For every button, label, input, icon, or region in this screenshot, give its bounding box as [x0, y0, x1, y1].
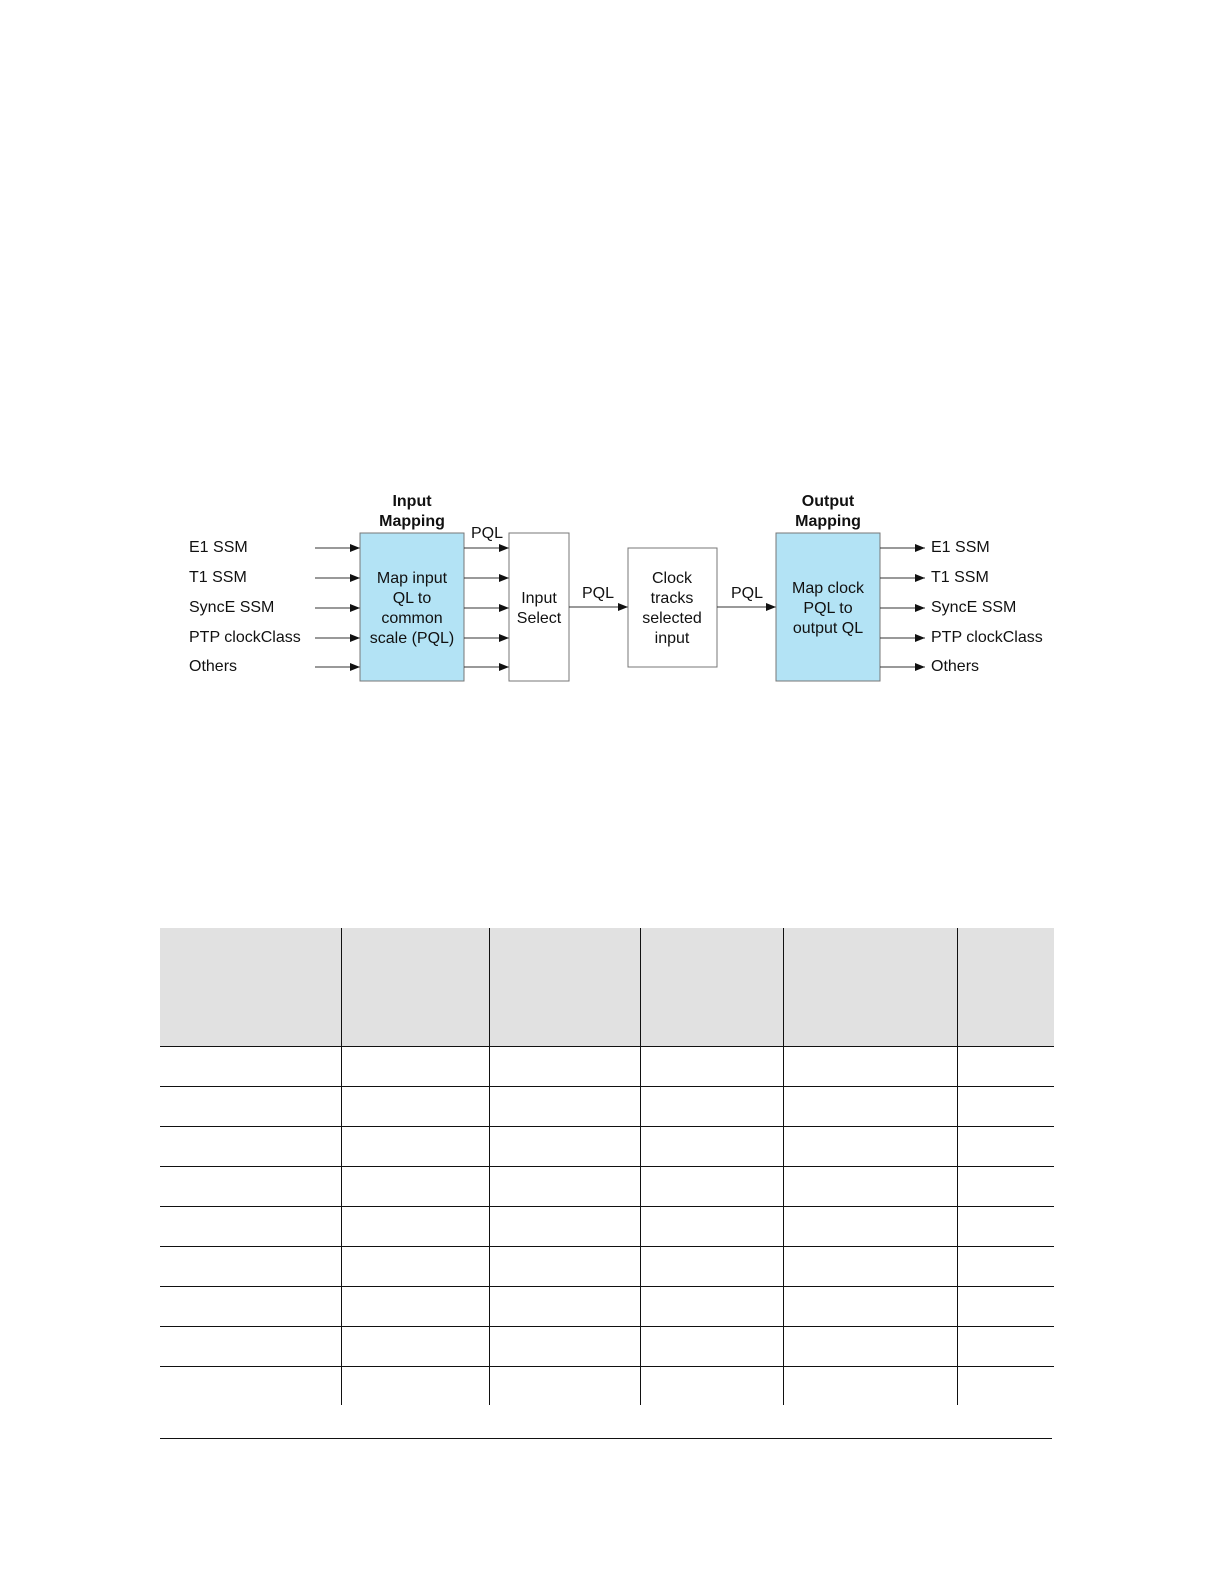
- table-cell: [160, 1047, 341, 1087]
- table-row: [160, 1087, 1054, 1127]
- table-cell: [957, 1167, 1054, 1207]
- table-cell: [341, 1087, 489, 1127]
- table-cell: [160, 1367, 341, 1406]
- table-cell: [640, 1087, 783, 1127]
- input-mapping-title: Mapping: [379, 513, 445, 530]
- data-table: [160, 928, 1054, 1405]
- output-mapping-text: Map clock: [791, 580, 865, 597]
- table-header-cell: [957, 928, 1054, 1047]
- table-cell: [489, 1047, 640, 1087]
- table-cell: [640, 1327, 783, 1367]
- clock-block: [628, 548, 717, 667]
- input-label-synce-ssm: SyncE SSM: [189, 599, 275, 616]
- table-header-cell: [640, 928, 783, 1047]
- table-cell: [640, 1047, 783, 1087]
- table-cell: [783, 1167, 957, 1207]
- table-cell: [341, 1167, 489, 1207]
- pql-label: PQL: [581, 585, 615, 602]
- output-label-others: Others: [931, 658, 980, 675]
- output-mapping-title: Output: [801, 493, 855, 510]
- table-cell: [783, 1207, 957, 1247]
- table-cell: [957, 1127, 1054, 1167]
- input-mapping-title: Input: [392, 493, 432, 510]
- table-cell: [640, 1207, 783, 1247]
- table-cell: [489, 1367, 640, 1406]
- input-label-t1-ssm: T1 SSM: [189, 569, 247, 586]
- table-header-cell: [489, 928, 640, 1047]
- table-cell: [160, 1247, 341, 1287]
- table-header-cell: [783, 928, 957, 1047]
- table-row: [160, 1247, 1054, 1287]
- input-mapping-block: [360, 533, 464, 681]
- table-header-row: [160, 928, 1054, 1047]
- table-cell: [640, 1287, 783, 1327]
- table-cell: [160, 1327, 341, 1367]
- clock-text: input: [654, 630, 690, 647]
- table-cell: [489, 1087, 640, 1127]
- table-cell: [489, 1327, 640, 1367]
- table-cell: [957, 1287, 1054, 1327]
- output-label-t1-ssm: T1 SSM: [931, 569, 989, 586]
- clock-text: Clock: [651, 570, 693, 587]
- table-row: [160, 1327, 1054, 1367]
- table-row: [160, 1287, 1054, 1327]
- table-cell: [783, 1047, 957, 1087]
- input-select-text: Input: [521, 590, 557, 607]
- table-cell: [489, 1247, 640, 1287]
- table-cell: [160, 1287, 341, 1327]
- input-mapping-text: common: [381, 610, 443, 627]
- input-select-text: Select: [516, 610, 562, 627]
- output-mapping-title: Mapping: [795, 513, 861, 530]
- table-cell: [160, 1167, 341, 1207]
- table-cell: [341, 1127, 489, 1167]
- input-mapping-text: QL to: [392, 590, 432, 607]
- pql-label: PQL: [470, 525, 504, 542]
- table-cell: [341, 1287, 489, 1327]
- table-row: [160, 1367, 1054, 1406]
- table-cell: [640, 1127, 783, 1167]
- pql-label: PQL: [730, 585, 764, 602]
- table-row: [160, 1207, 1054, 1247]
- output-mapping-text: output QL: [792, 620, 864, 637]
- table-row: [160, 1047, 1054, 1087]
- input-select-block: [509, 533, 569, 681]
- table-cell: [783, 1247, 957, 1287]
- table-cell: [783, 1287, 957, 1327]
- table-cell: [957, 1087, 1054, 1127]
- clock-text: selected: [642, 610, 702, 627]
- ql-mapping-diagram: [0, 0, 1224, 720]
- table-cell: [341, 1247, 489, 1287]
- table-header-cell: [341, 928, 489, 1047]
- table-cell: [341, 1047, 489, 1087]
- table-cell: [783, 1127, 957, 1167]
- table-cell: [640, 1167, 783, 1207]
- input-label-ptp-clockclass: PTP clockClass: [189, 629, 301, 646]
- table-cell: [341, 1207, 489, 1247]
- table-row: [160, 1167, 1054, 1207]
- table-cell: [783, 1327, 957, 1367]
- table-cell: [957, 1047, 1054, 1087]
- table-cell: [957, 1367, 1054, 1406]
- table-cell: [957, 1207, 1054, 1247]
- table-row: [160, 1127, 1054, 1167]
- table-cell: [640, 1367, 783, 1406]
- output-label-ptp-clockclass: PTP clockClass: [931, 629, 1043, 646]
- output-mapping-text: PQL to: [803, 600, 853, 617]
- table-cell: [489, 1287, 640, 1327]
- input-label-others: Others: [189, 658, 238, 675]
- table-header-cell: [160, 928, 341, 1047]
- table-cell: [489, 1127, 640, 1167]
- bottom-rule: [160, 1438, 1052, 1439]
- table-cell: [640, 1247, 783, 1287]
- output-label-synce-ssm: SyncE SSM: [931, 599, 1017, 616]
- output-label-e1-ssm: E1 SSM: [931, 539, 990, 556]
- table-cell: [957, 1327, 1054, 1367]
- table-cell: [489, 1167, 640, 1207]
- table-cell: [160, 1207, 341, 1247]
- input-mapping-text: Map input: [376, 570, 448, 587]
- table-cell: [783, 1087, 957, 1127]
- table-cell: [341, 1367, 489, 1406]
- table-cell: [341, 1327, 489, 1367]
- input-label-e1-ssm: E1 SSM: [189, 539, 248, 556]
- table-cell: [160, 1087, 341, 1127]
- clock-text: tracks: [650, 590, 694, 607]
- table-cell: [957, 1247, 1054, 1287]
- input-mapping-text: scale (PQL): [369, 630, 455, 647]
- table-cell: [783, 1367, 957, 1406]
- table-cell: [489, 1207, 640, 1247]
- table-cell: [160, 1127, 341, 1167]
